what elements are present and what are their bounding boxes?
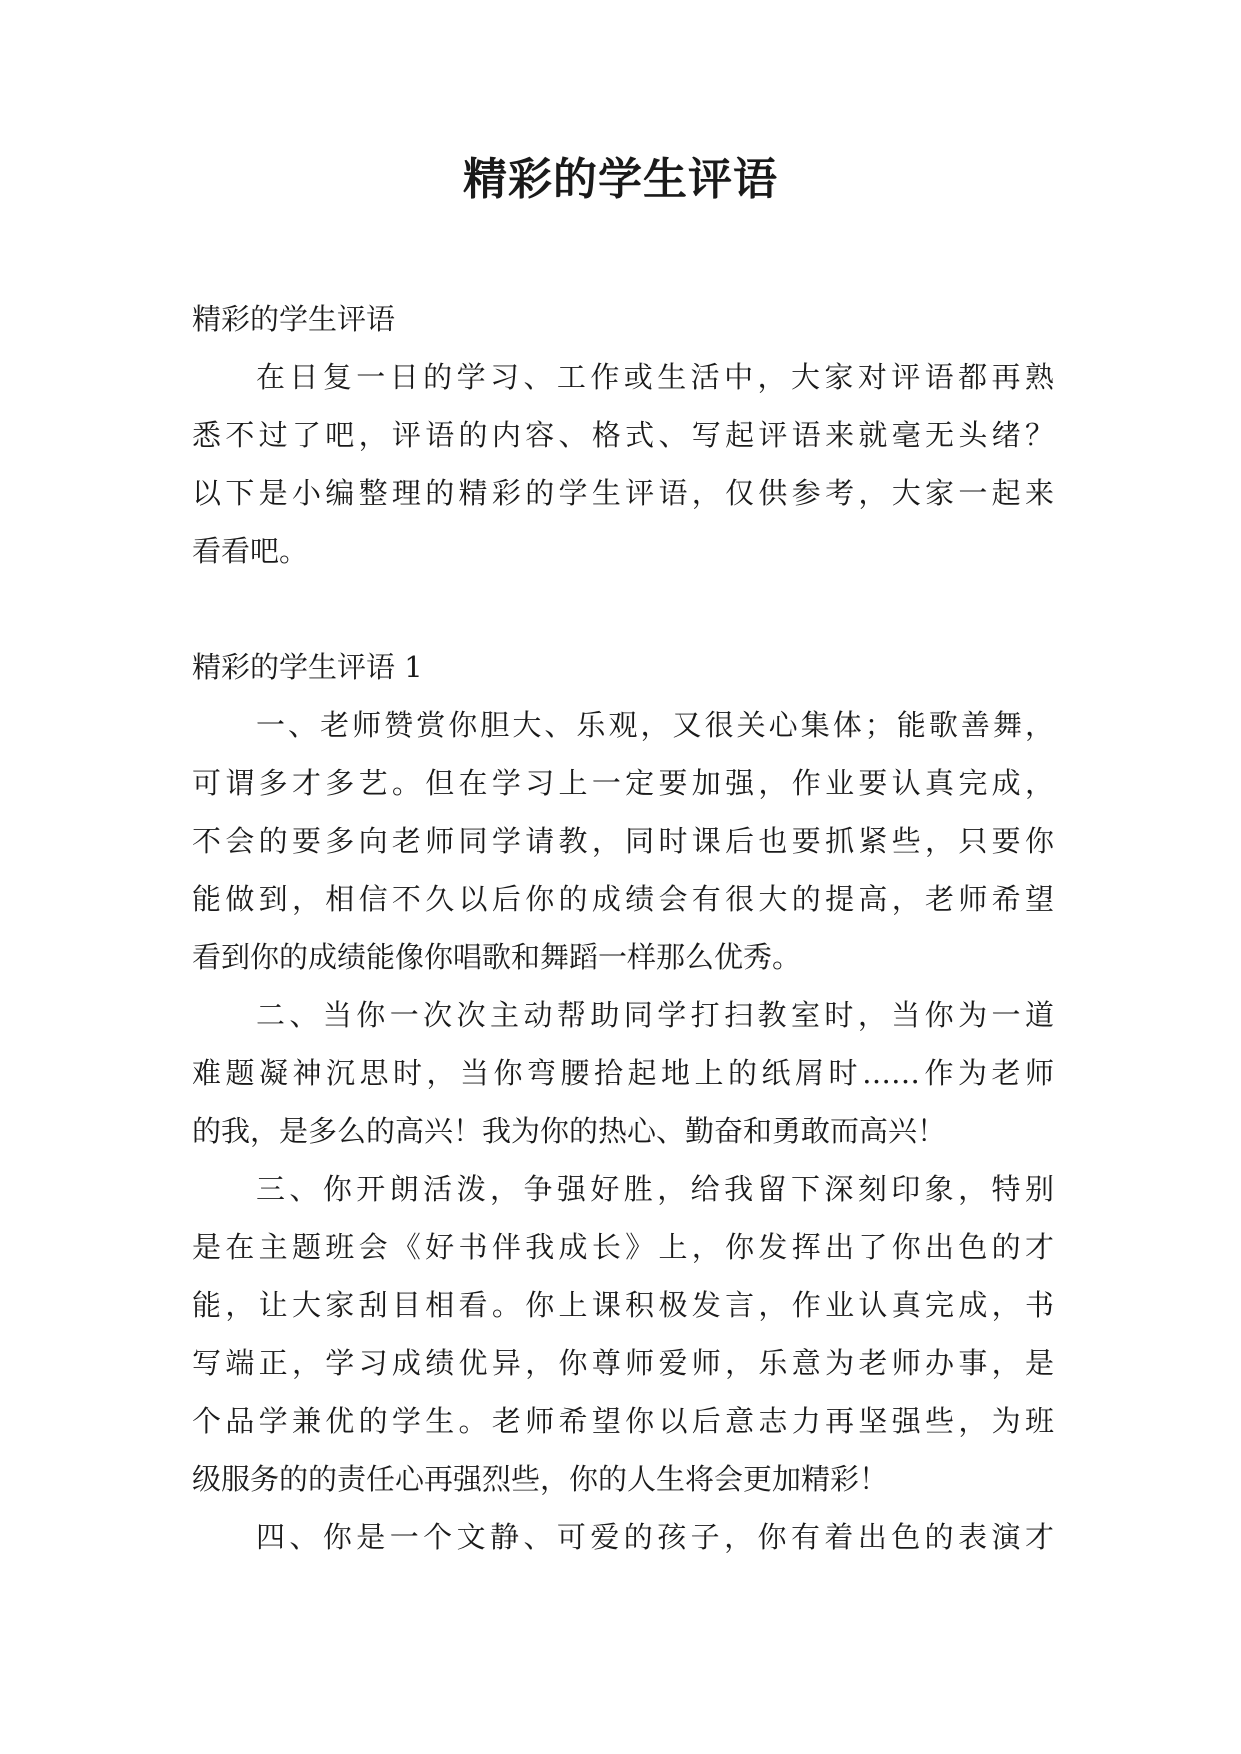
paragraph-line: 四、你是一个文静、可爱的孩子，你有着出色的表演才 <box>256 1520 1054 1554</box>
document-body <box>192 290 1054 1566</box>
spacer <box>192 580 1054 638</box>
comment-paragraph-1 <box>192 696 1054 986</box>
intro-line: 悉不过了吧，评语的内容、格式、写起评语来就毫无头绪？ <box>192 418 1054 452</box>
paragraph-line: 写端正，学习成绩优异，你尊师爱师，乐意为老师办事，是 <box>192 1346 1054 1380</box>
paragraph-line: 一、老师赞赏你胆大、乐观，又很关心集体；能歌善舞， <box>256 708 1054 742</box>
paragraph-line: 不会的要多向老师同学请教，同时课后也要抓紧些，只要你 <box>192 824 1054 858</box>
intro-line: 看看吧。 <box>192 534 309 568</box>
paragraph-line: 级服务的的责任心再强烈些，你的人生将会更加精彩！ <box>192 1462 889 1496</box>
intro-line: 以下是小编整理的精彩的学生评语，仅供参考，大家一起来 <box>192 476 1054 510</box>
paragraph-line: 的我，是多么的高兴！我为你的热心、勤奋和勇敢而高兴！ <box>192 1114 947 1148</box>
subtitle: 精彩的学生评语 <box>192 302 396 336</box>
paragraph-line: 个品学兼优的学生。老师希望你以后意志力再坚强些，为班 <box>192 1404 1054 1438</box>
comment-paragraph-4 <box>192 1508 1054 1566</box>
intro-paragraph <box>192 348 1054 580</box>
paragraph-line: 看到你的成绩能像你唱歌和舞蹈一样那么优秀。 <box>192 940 802 974</box>
comment-paragraph-3 <box>192 1160 1054 1508</box>
paragraph-line: 难题凝神沉思时，当你弯腰拾起地上的纸屑时……作为老师 <box>192 1056 1054 1090</box>
paragraph-line: 能，让大家刮目相看。你上课积极发言，作业认真完成，书 <box>192 1288 1054 1322</box>
section-heading: 精彩的学生评语 1 <box>192 650 423 684</box>
paragraph-line: 三、你开朗活泼，争强好胜，给我留下深刻印象，特别 <box>256 1172 1054 1206</box>
paragraph-line: 可谓多才多艺。但在学习上一定要加强，作业要认真完成， <box>192 766 1054 800</box>
paragraph-line: 是在主题班会《好书伴我成长》上，你发挥出了你出色的才 <box>192 1230 1054 1264</box>
document-title: 精彩的学生评语 <box>463 154 778 205</box>
comment-paragraph-2 <box>192 986 1054 1160</box>
paragraph-line: 能做到，相信不久以后你的成绩会有很大的提高，老师希望 <box>192 882 1054 916</box>
paragraph-line: 二、当你一次次主动帮助同学打扫教室时，当你为一道 <box>256 998 1054 1032</box>
intro-line: 在日复一日的学习、工作或生活中，大家对评语都再熟 <box>256 360 1054 394</box>
